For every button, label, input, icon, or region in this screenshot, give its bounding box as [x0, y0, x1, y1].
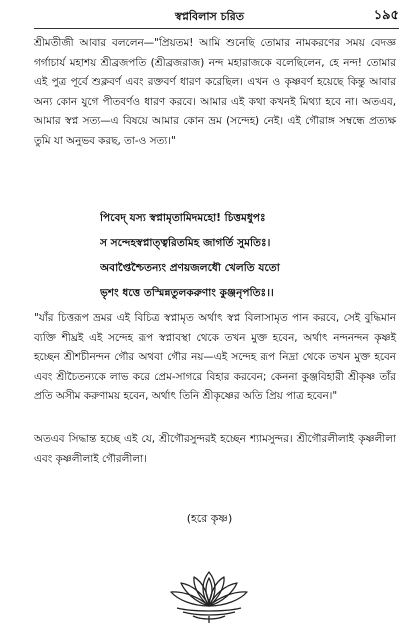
paragraph-2: "যাঁর চিত্তরূপ ভ্রমর এই বিচিত্র স্বপ্নামৃত অর্থাৎ স্বপ্ন বিলাসামৃত পান করবে, সেই বুদ্ধিমান ব্যক্তি শীঘ্রই এই সন্দেহ রূপ স্বপ্নাবস্থা থেকে তখন মুক্ত হবেন, অর্থাৎ নন্দনন্দন কৃষ্ণই হচ্ছেন শ্রীশচীনন্দন গৌর অথবা গৌর নয়—এই সন্দেহ রূপ নিদ্রা থেকে তখন মুক্ত হবেন এবং শ্রীচৈতন্যকে লাভ করে প্রেম-সাগরে বিহার করবেন; কেননা কুঞ্জবিহারী শ্রীকৃষ্ণ তাঁর প্রতি অসীম করুণাময় হবেন, অর্থাৎ তিনি শ্রীকৃষ্ণের অতি প্রিয় পাত্র হবেন।"	[34, 312, 396, 402]
closing-mantra: (হরে কৃষ্ণ)	[186, 512, 233, 525]
page-number: ১৯৫	[373, 8, 399, 23]
sanskrit-verse	[100, 206, 400, 306]
running-title: স্বপ্নবিলাস চরিত	[174, 10, 245, 23]
verse-line-3: অবাপ্তৈশ্চৈতন্যং প্রণয়জলধৌ খেলতি যতো	[100, 262, 280, 274]
verse-line-4: ভৃশং ধত্তে তস্মিন্নতুলকরুণাং কুঞ্জনৃপতিঃ।।	[100, 287, 274, 299]
paragraph-1: শ্রীমতীজী আবার বললেন—"প্রিয়তম! আমি শুনেছি তোমার নামকরণের সময় বেদজ্ঞ গর্গাচার্য মহাশয় শ্রীব্রজপতি (শ্রীব্রজরাজ) নন্দ মহারাজকে বলেছিলেন, হে নন্দ! তোমার এই পুত্র পূর্বে শুক্লবর্ণ এবং রক্তবর্ণ ধারণ করেছিল। এখন ও কৃষ্ণবর্ণ হয়েছে কিন্তু আবার অন্য কোন যুগে পীতবর্ণও ধারণ করবে। আমার এই কথা কখনই মিথ্যা হবে না। অতএব, আমার স্বপ্ন সত্য—এ বিষয়ে আমার কোন ভ্রম (সন্দেহ) নেই। এই গৌরাঙ্গ সম্বন্ধে প্রত্যক্ষ তুমি যা অনুভব করছ, তা-ও সত্য।"	[34, 37, 396, 147]
verse-line-2: স সন্দেহস্বপ্নাত্ত্বরিতমিহ জাগর্তি সুমতিঃ।	[100, 237, 271, 249]
lotus-icon	[163, 568, 255, 626]
verse-line-1: পিবেদ্ যস্য স্বপ্নামৃতামিদমহো! চিত্তমধুপঃ	[100, 212, 266, 224]
header-rule	[34, 28, 399, 29]
paragraph-3: অতএব সিদ্ধান্ত হচ্ছে এই যে, শ্রীগৌরসুন্দরই হচ্ছেন শ্যামসুন্দর। শ্রীগৌরলীলাই কৃষ্ণলীলা এবং কৃষ্ণলীলাই গৌরলীলা।	[34, 433, 396, 465]
